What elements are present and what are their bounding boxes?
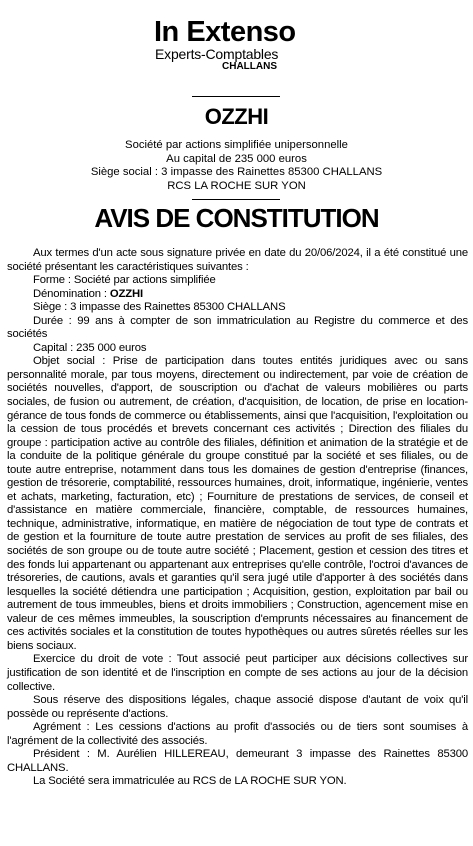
notice-president: Président : M. Aurélien HILLEREAU, demeurant 3 impasse des Rainettes 85300 CHALLANS.: [7, 748, 468, 774]
notice-vote: Exercice du droit de vote : Tout associé peut participer aux décisions collectives sur justification de son identité et de l'inscription en compte de ses actions au jour de la décision collective.: [7, 653, 468, 693]
in-extenso-logo: [154, 16, 324, 72]
company-info: [0, 139, 473, 193]
divider-middle: [192, 199, 280, 200]
denomination-value: OZZHI: [109, 287, 144, 300]
notice-immatriculation: La Société sera immatriculée au RCS de LA ROCHE SUR YON.: [33, 775, 347, 788]
company-capital: Au capital de 235 000 euros: [166, 152, 307, 165]
notice-objet: Objet social : Prise de participation dans toutes entités juridiques avec ou sans personnalité morale, par tous moyens, directement ou indirectement, par voie de création de sociétés nouvelles, d'apport, de souscription ou d'achat de valeurs mobilières ou parts sociales, de fusion ou autrement, de création, d'acquisition, de location, de prise en location-gérance de tous fonds de commerce ou établissements, ainsi que l'acquisition, l'exploitation ou la cession de tous procédés et brevets concernant ces activités ; Direction des filiales du groupe : participation active au contrôle des filiales, définition et animation de la stratégie et de la conduite de la politique générale du groupe constitué par la société et ses filiales, ou de toute autre entreprise, notamment dans tous les domaines de gestion d'entreprise (finances, gestion de trésorerie, comptabilité, ressources humaines, droit, informatique, ingénierie, ventes et achats, marketing, facturation, etc) ; Fourniture de prestations de services, de conseil et d'assistance en matière commerciale, financière, comptable, de ressources humaines, technique, administrative, informatique, en matière de négociation de tout type de contrats et de gestion et la fourniture de toute autre prestation de services au profit de ses filiales, des sociétés de son groupe ou de toute autre société ; Placement, gestion et cession des titres et des fonds lui appartenant ou appartenant aux entreprises qu'elle contrôle, l'octroi d'avances de trésoreries, de cautions, avals et garanties qu'il sera jugé utile d'apporter à des sociétés dans lesquelles la société détiendra une participation ; Acquisition, gestion, exploitation par bail ou autrement de tous immeubles, biens et droits immobiliers ; Construction, agencement mise en valeur de ces mêmes immeubles, la souscription d'emprunts nécessaires au financement de ces activités sociales et la constitution de toutes hypothèques ou autres sûretés réelles sur les biens sociaux.: [7, 355, 468, 652]
logo-subtitle: Experts-Comptables: [155, 46, 279, 62]
notice-siege: Siège : 3 impasse des Rainettes 85300 CHALLANS: [33, 301, 286, 314]
logo-city: CHALLANS: [222, 61, 277, 72]
company-seat: Siège social : 3 impasse des Rainettes 85300 CHALLANS: [90, 166, 383, 179]
company-type: Société par actions simplifiée unipersonnelle: [125, 139, 348, 151]
notice-agrement: Agrément : Les cessions d'actions au profit d'associés ou de tiers sont soumises à l'agrément de la collectivité des associés.: [7, 721, 468, 747]
notice-duree: Durée : 99 ans à compter de son immatriculation au Registre du commerce et des sociétés: [7, 314, 468, 341]
logo-name: In Extenso: [154, 16, 296, 48]
notice-denomination: [7, 288, 468, 302]
notice-title: AVIS DE CONSTITUTION: [94, 203, 379, 233]
notice-reserve: Sous réserve des dispositions légales, chaque associé dispose d'autant de voix qu'il possède ou représente d'actions.: [7, 694, 468, 720]
notice-capital: Capital : 235 000 euros: [33, 341, 147, 354]
notice-forme: Forme : Société par actions simplifiée: [33, 274, 216, 287]
divider-top: [192, 96, 280, 97]
company-name: OZZHI: [204, 104, 269, 129]
company-rcs: RCS LA ROCHE SUR YON: [167, 179, 306, 192]
denomination-label: Dénomination :: [33, 287, 110, 300]
notice-body: [7, 247, 468, 789]
notice-intro: Aux termes d'un acte sous signature privée en date du 20/06/2024, il a été constitué une société présentant les caractéristiques suivantes :: [7, 247, 468, 273]
